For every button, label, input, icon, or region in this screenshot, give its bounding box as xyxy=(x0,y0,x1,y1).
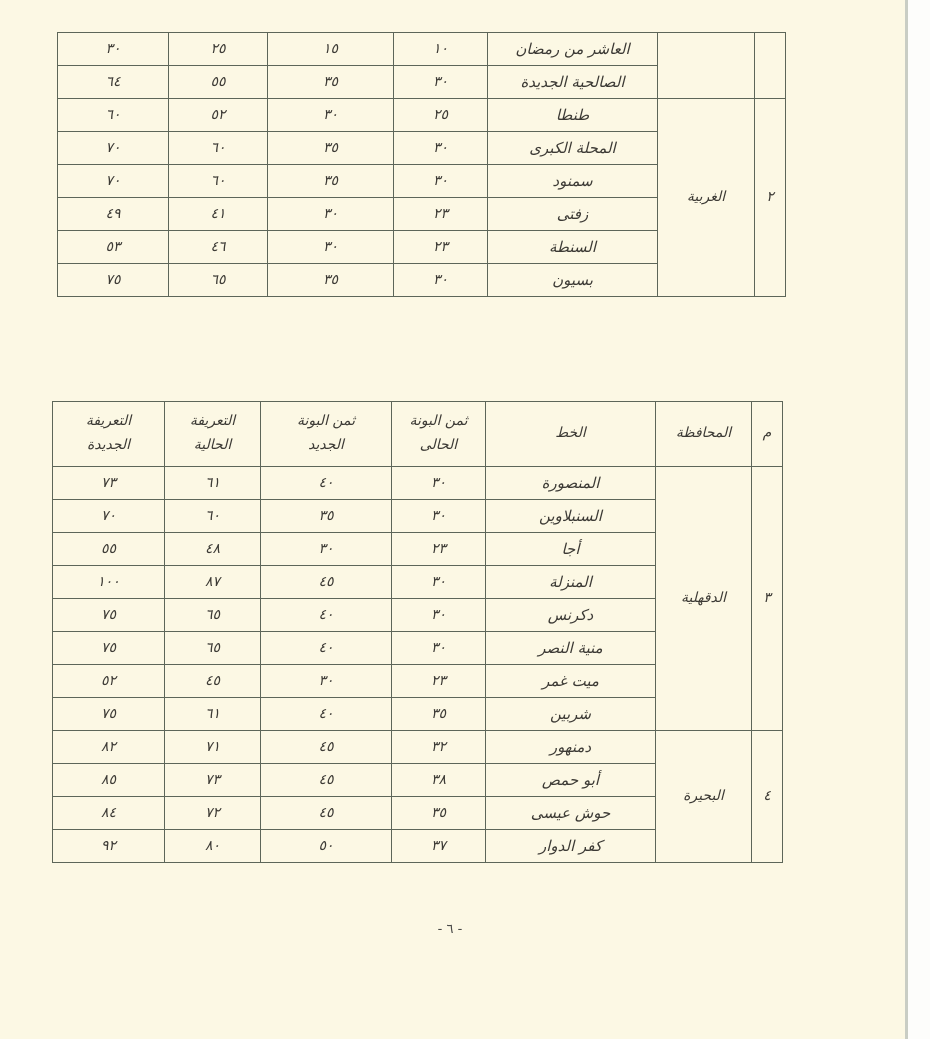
line-cell: منية النصر xyxy=(486,632,656,665)
header-current-tariff-line1: التعريفة xyxy=(189,413,236,430)
line-cell: بسيون xyxy=(488,264,658,297)
new-price-cell: ٥٠ xyxy=(261,830,392,863)
line-cell: المنصورة xyxy=(486,467,656,500)
current-price-cell: ٢٣ xyxy=(392,533,486,566)
line-cell: أجا xyxy=(486,533,656,566)
line-cell: المحلة الكبرى xyxy=(488,132,658,165)
current-tariff-cell: ٦٥ xyxy=(165,632,261,665)
current-price-cell: ٣٨ xyxy=(392,764,486,797)
new-tariff-cell: ٨٥ xyxy=(53,764,165,797)
current-price-cell: ٢٥ xyxy=(394,99,488,132)
header-new-price xyxy=(261,402,392,467)
row-number-cell: ٢ xyxy=(755,99,786,297)
new-tariff-cell: ٧٥ xyxy=(53,698,165,731)
header-current-tariff xyxy=(165,402,261,467)
new-price-cell: ٤٠ xyxy=(261,467,392,500)
current-price-cell: ٣٠ xyxy=(392,566,486,599)
new-tariff-cell: ٧٠ xyxy=(58,132,169,165)
current-tariff-cell: ٤٦ xyxy=(169,231,268,264)
header-new-tariff-line1: التعريفة xyxy=(85,413,132,430)
current-price-cell: ٣٠ xyxy=(392,599,486,632)
current-price-cell: ٣٠ xyxy=(394,66,488,99)
line-cell: طنطا xyxy=(488,99,658,132)
line-cell: سمنود xyxy=(488,165,658,198)
current-tariff-cell: ٦١ xyxy=(165,467,261,500)
governorate-cell: الغربية xyxy=(658,99,755,297)
line-cell: العاشر من رمضان xyxy=(488,33,658,66)
line-cell: دمنهور xyxy=(486,731,656,764)
current-price-cell: ٣٧ xyxy=(392,830,486,863)
new-price-cell: ٤٠ xyxy=(261,698,392,731)
current-price-cell: ١٠ xyxy=(394,33,488,66)
new-tariff-cell: ٨٢ xyxy=(53,731,165,764)
row-number-cell: ٣ xyxy=(752,467,783,731)
new-tariff-cell: ٧٥ xyxy=(58,264,169,297)
current-tariff-cell: ٦٥ xyxy=(169,264,268,297)
new-price-cell: ٣٥ xyxy=(261,500,392,533)
header-m: م xyxy=(752,402,783,467)
current-tariff-cell: ٧١ xyxy=(165,731,261,764)
current-tariff-cell: ٤٨ xyxy=(165,533,261,566)
new-tariff-cell: ٦٤ xyxy=(58,66,169,99)
current-tariff-cell: ٥٢ xyxy=(169,99,268,132)
current-price-cell: ٣٠ xyxy=(392,500,486,533)
header-current-price xyxy=(392,402,486,467)
new-price-cell: ٤٥ xyxy=(261,566,392,599)
current-price-cell: ٣٥ xyxy=(392,797,486,830)
current-tariff-cell: ٦٠ xyxy=(169,132,268,165)
line-cell: دكرنس xyxy=(486,599,656,632)
new-price-cell: ٣٠ xyxy=(268,231,394,264)
governorate-cell xyxy=(658,33,755,99)
header-current-price-line1: ثمن البونة xyxy=(409,413,468,430)
current-price-cell: ٣٠ xyxy=(394,165,488,198)
new-tariff-cell: ٥٥ xyxy=(53,533,165,566)
new-price-cell: ٣٥ xyxy=(268,165,394,198)
line-cell: شربين xyxy=(486,698,656,731)
new-price-cell: ٤٥ xyxy=(261,797,392,830)
current-price-cell: ٢٣ xyxy=(392,665,486,698)
new-tariff-cell: ٤٩ xyxy=(58,198,169,231)
current-price-cell: ٢٣ xyxy=(394,198,488,231)
current-tariff-cell: ٦٠ xyxy=(165,500,261,533)
current-price-cell: ٣٠ xyxy=(392,467,486,500)
current-price-cell: ٣٠ xyxy=(392,632,486,665)
new-price-cell: ٣٥ xyxy=(268,264,394,297)
header-governorate: المحافظة xyxy=(656,402,752,467)
governorate-cell: الدقهلية xyxy=(656,467,752,731)
current-price-cell: ٣٠ xyxy=(394,264,488,297)
new-price-cell: ١٥ xyxy=(268,33,394,66)
line-cell: زفتى xyxy=(488,198,658,231)
current-tariff-cell: ٢٥ xyxy=(169,33,268,66)
line-cell: المنزلة xyxy=(486,566,656,599)
fare-table xyxy=(52,401,783,863)
current-price-cell: ٣٥ xyxy=(392,698,486,731)
page-margin xyxy=(908,0,930,1039)
current-tariff-cell: ٦٥ xyxy=(165,599,261,632)
new-tariff-cell: ٧٠ xyxy=(53,500,165,533)
current-price-cell: ٣٢ xyxy=(392,731,486,764)
header-new-price-line1: ثمن البونة xyxy=(296,413,356,430)
new-price-cell: ٤٠ xyxy=(261,632,392,665)
new-price-cell: ٤٥ xyxy=(261,764,392,797)
header-new-tariff-line2: الجديدة xyxy=(86,437,131,453)
new-tariff-cell: ١٠٠ xyxy=(53,566,165,599)
new-tariff-cell: ٥٣ xyxy=(58,231,169,264)
current-tariff-cell: ٤١ xyxy=(169,198,268,231)
new-tariff-cell: ٨٤ xyxy=(53,797,165,830)
current-price-cell: ٢٣ xyxy=(394,231,488,264)
new-tariff-cell: ٩٢ xyxy=(53,830,165,863)
new-tariff-cell: ٣٠ xyxy=(58,33,169,66)
new-price-cell: ٤٥ xyxy=(261,731,392,764)
new-price-cell: ٣٠ xyxy=(261,533,392,566)
current-price-cell: ٣٠ xyxy=(394,132,488,165)
header-current-tariff-line2: الحالية xyxy=(193,437,232,453)
new-price-cell: ٤٠ xyxy=(261,599,392,632)
new-tariff-cell: ٧٠ xyxy=(58,165,169,198)
page-number: - ٦ - xyxy=(437,922,463,937)
row-number-cell: ٤ xyxy=(752,731,783,863)
new-price-cell: ٣٠ xyxy=(261,665,392,698)
table-header-row xyxy=(53,402,783,467)
current-tariff-cell: ٧٢ xyxy=(165,797,261,830)
new-tariff-cell: ٧٥ xyxy=(53,632,165,665)
new-tariff-cell: ٧٣ xyxy=(53,467,165,500)
current-tariff-cell: ٦١ xyxy=(165,698,261,731)
current-tariff-cell: ٨٠ xyxy=(165,830,261,863)
line-cell: السنبلاوين xyxy=(486,500,656,533)
header-line: الخط xyxy=(486,402,656,467)
governorate-cell: البحيرة xyxy=(656,731,752,863)
line-cell: أبو حمص xyxy=(486,764,656,797)
header-new-tariff xyxy=(53,402,165,467)
current-tariff-cell: ٦٠ xyxy=(169,165,268,198)
line-cell: كفر الدوار xyxy=(486,830,656,863)
new-price-cell: ٣٥ xyxy=(268,66,394,99)
current-tariff-cell: ٥٥ xyxy=(169,66,268,99)
new-price-cell: ٣٥ xyxy=(268,132,394,165)
line-cell: حوش عيسى xyxy=(486,797,656,830)
table-row xyxy=(58,99,786,132)
line-cell: السنطة xyxy=(488,231,658,264)
table-row xyxy=(58,33,786,66)
fare-table-continued xyxy=(57,32,786,297)
current-tariff-cell: ٧٣ xyxy=(165,764,261,797)
table-row xyxy=(53,731,783,764)
line-cell: الصالحية الجديدة xyxy=(488,66,658,99)
new-price-cell: ٣٠ xyxy=(268,198,394,231)
table-row xyxy=(53,467,783,500)
new-tariff-cell: ٦٠ xyxy=(58,99,169,132)
header-current-price-line2: الحالى xyxy=(419,437,458,453)
new-tariff-cell: ٥٢ xyxy=(53,665,165,698)
new-tariff-cell: ٧٥ xyxy=(53,599,165,632)
current-tariff-cell: ٤٥ xyxy=(165,665,261,698)
header-new-price-line2: الجديد xyxy=(308,437,344,453)
current-tariff-cell: ٨٧ xyxy=(165,566,261,599)
new-price-cell: ٣٠ xyxy=(268,99,394,132)
line-cell: ميت غمر xyxy=(486,665,656,698)
row-number-cell xyxy=(755,33,786,99)
